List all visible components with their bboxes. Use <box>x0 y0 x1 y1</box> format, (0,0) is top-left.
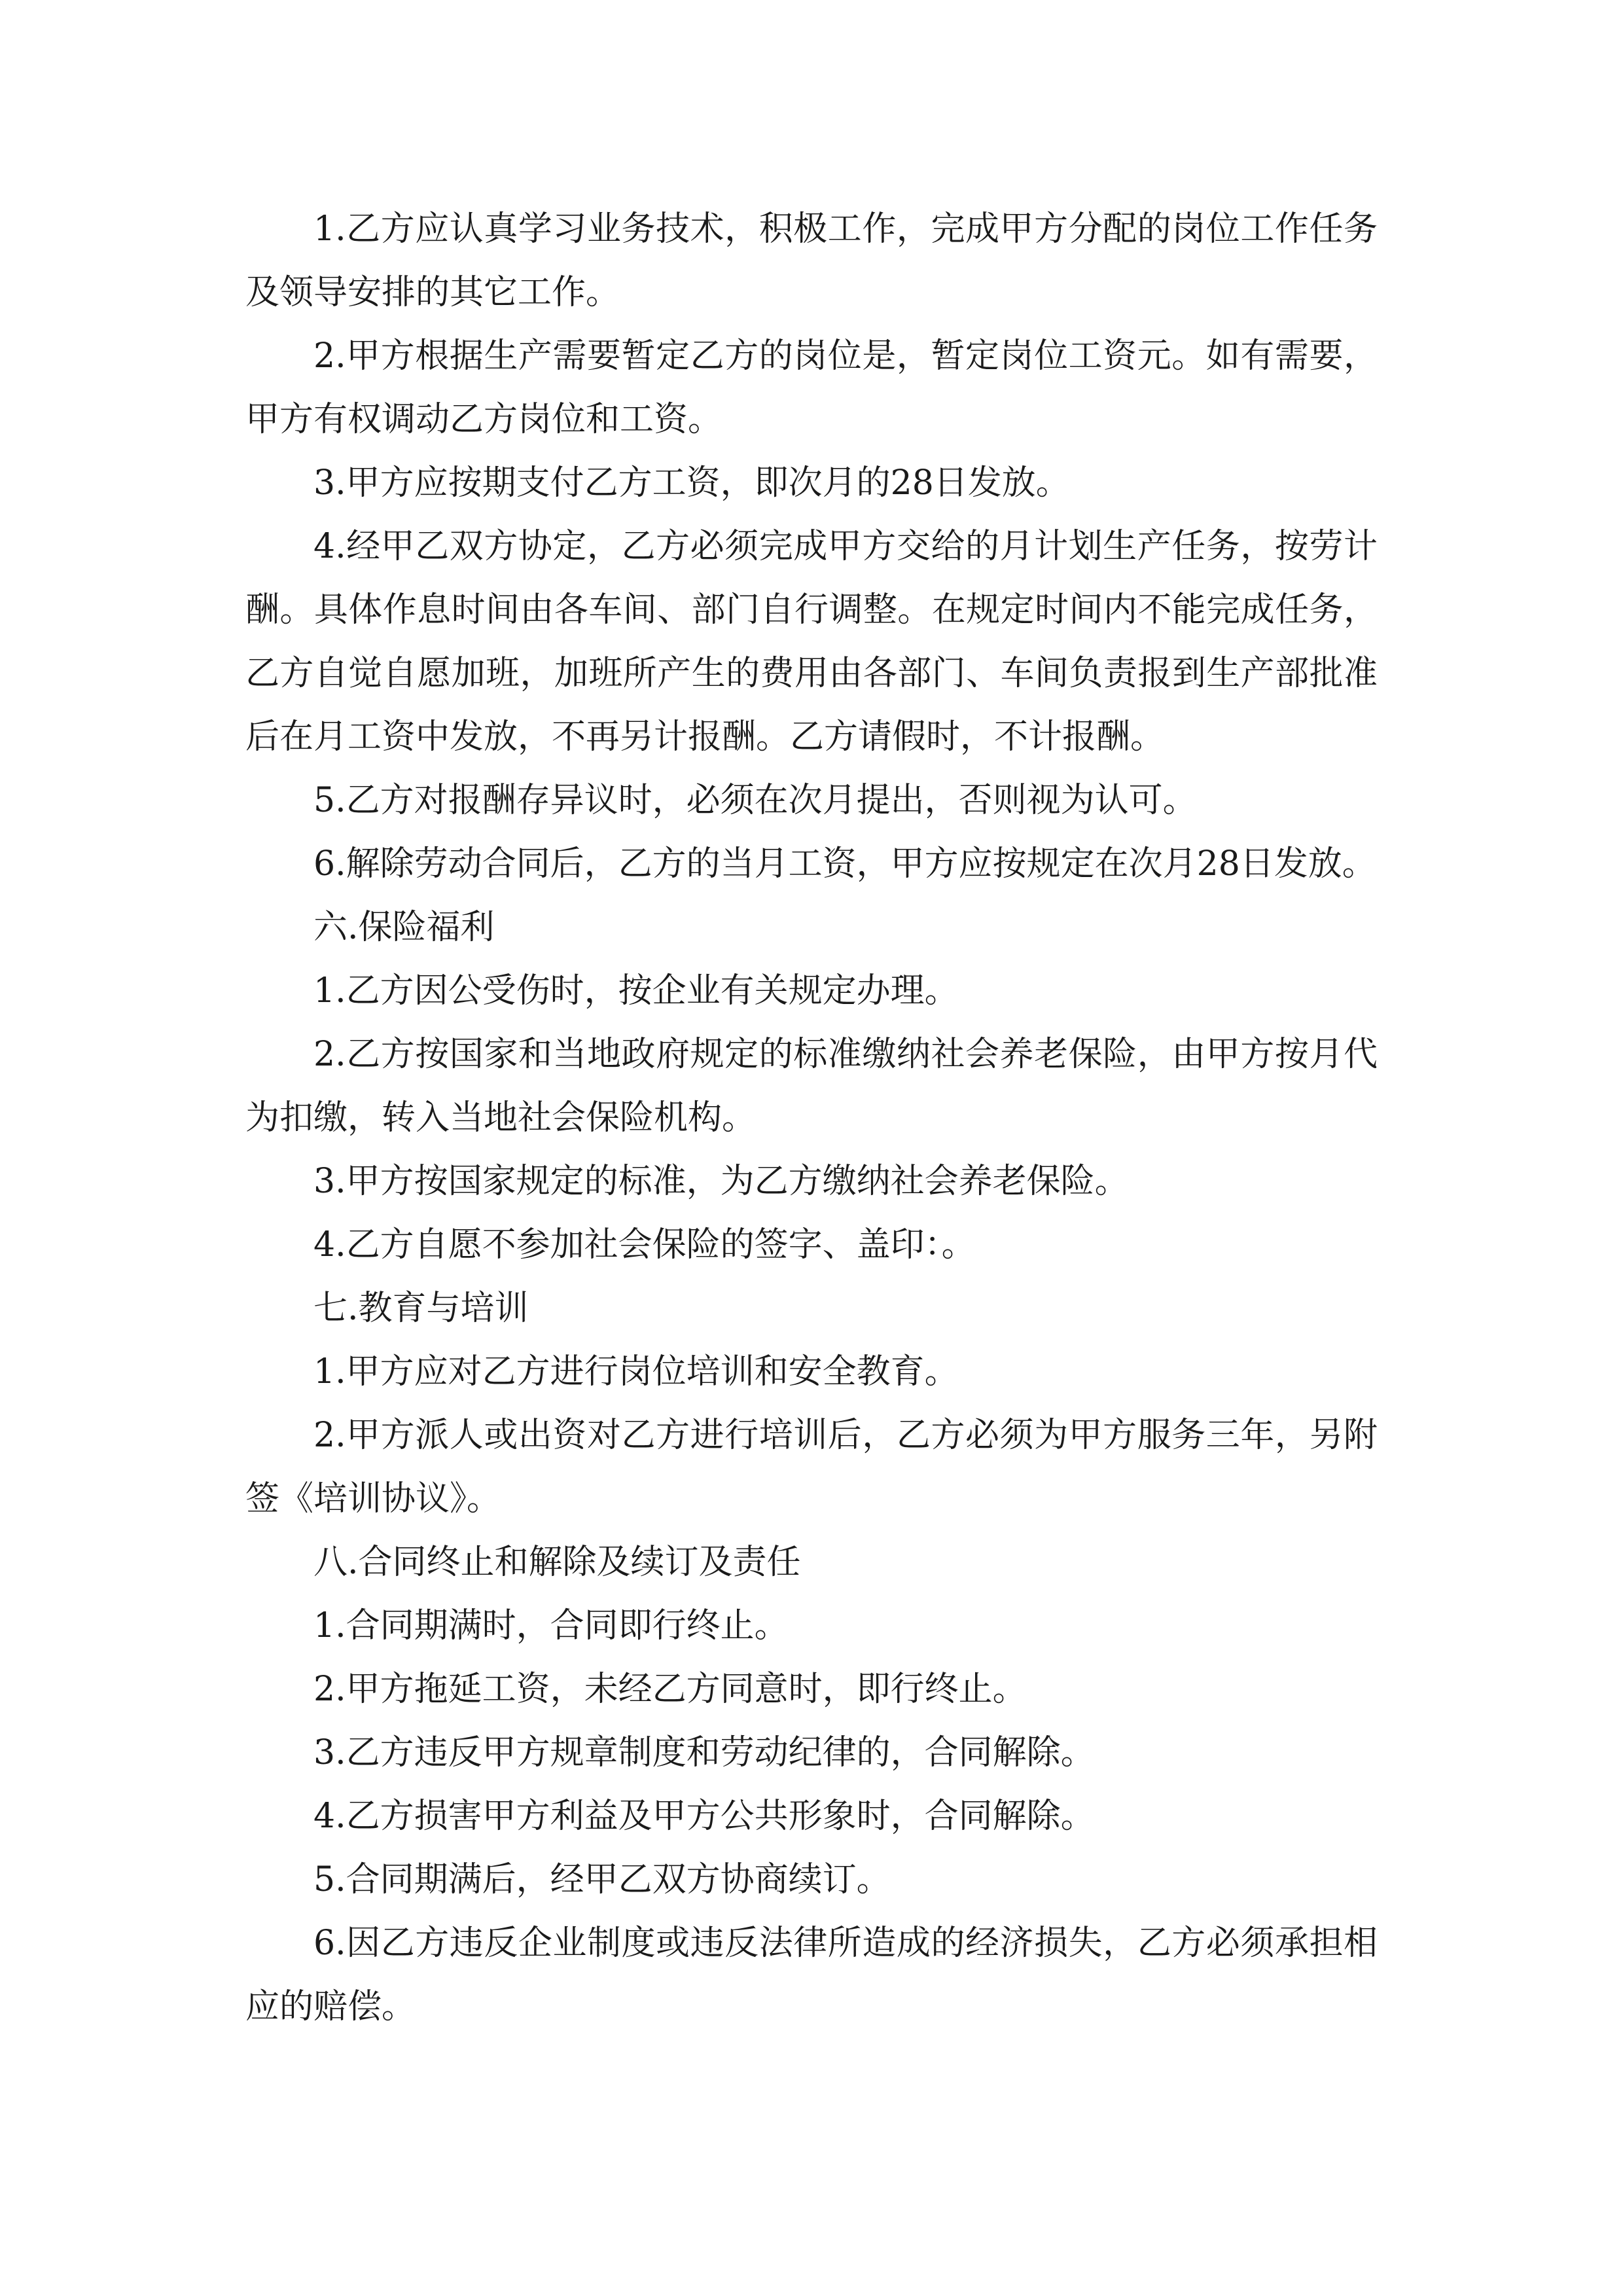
paragraph-insurance-waiver: 4.乙方自愿不参加社会保险的签字、盖印：。 <box>313 1225 976 1265</box>
paragraph-work-task: 4.经甲乙双方协定，乙方必须完成甲方交给的月计划生产任务，按劳计酬。具体作息时间由各车间、部门自行调整。在规定时间内不能完成任务，乙方自觉自愿加班，加班所产生的费用由各部门、车间负责报到生产部批准后在月工资中发放，不再另计报酬。乙方请假时，不计报酬。 <box>245 527 1378 757</box>
paragraph-duty-study: 1.乙方应认真学习业务技术，积极工作，完成甲方分配的岗位工作任务及领导安排的其它工作。 <box>245 209 1378 312</box>
paragraph-compensation: 6.因乙方违反企业制度或违反法律所造成的经济损失，乙方必须承担相应的赔偿。 <box>245 1924 1378 2026</box>
paragraph-pension-deduction: 2.乙方按国家和当地政府规定的标准缴纳社会养老保险，由甲方按月代为扣缴，转入当地社会保险机构。 <box>245 1035 1378 1138</box>
paragraph-rule-violation: 3.乙方违反甲方规章制度和劳动纪律的，合同解除。 <box>313 1733 1095 1772</box>
paragraph-interest-damage: 4.乙方损害甲方利益及甲方公共形象时，合同解除。 <box>313 1797 1095 1836</box>
paragraph-work-injury: 1.乙方因公受伤时，按企业有关规定办理。 <box>313 971 959 1011</box>
paragraph-renewal: 5.合同期满后，经甲乙双方协商续订。 <box>313 1860 891 1899</box>
document-body <box>245 198 1378 2039</box>
paragraph-termination-wage: 6.解除劳动合同后，乙方的当月工资，甲方应按规定在次月28日发放。 <box>313 844 1376 884</box>
paragraph-wage-payment: 3.甲方应按期支付乙方工资，即次月的28日发放。 <box>313 463 1070 503</box>
paragraph-position-wage: 2.甲方根据生产需要暂定乙方的岗位是，暂定岗位工资元。如有需要，甲方有权调动乙方岗位和工资。 <box>245 336 1378 439</box>
section-heading-insurance: 六.保险福利 <box>313 908 495 947</box>
paragraph-contract-expiry: 1.合同期满时，合同即行终止。 <box>313 1606 789 1645</box>
paragraph-training-agreement: 2.甲方派人或出资对乙方进行培训后，乙方必须为甲方服务三年，另附签《培训协议》。 <box>245 1416 1378 1518</box>
section-heading-termination: 八.合同终止和解除及续订及责任 <box>313 1543 801 1582</box>
paragraph-safety-training: 1.甲方应对乙方进行岗位培训和安全教育。 <box>313 1352 959 1391</box>
paragraph-wage-objection: 5.乙方对报酬存异议时，必须在次月提出，否则视为认可。 <box>313 781 1197 820</box>
paragraph-pension-payment: 3.甲方按国家规定的标准，为乙方缴纳社会养老保险。 <box>313 1162 1129 1201</box>
paragraph-wage-delay: 2.甲方拖延工资，未经乙方同意时，即行终止。 <box>313 1670 1027 1709</box>
section-heading-training: 七.教育与培训 <box>313 1289 529 1328</box>
